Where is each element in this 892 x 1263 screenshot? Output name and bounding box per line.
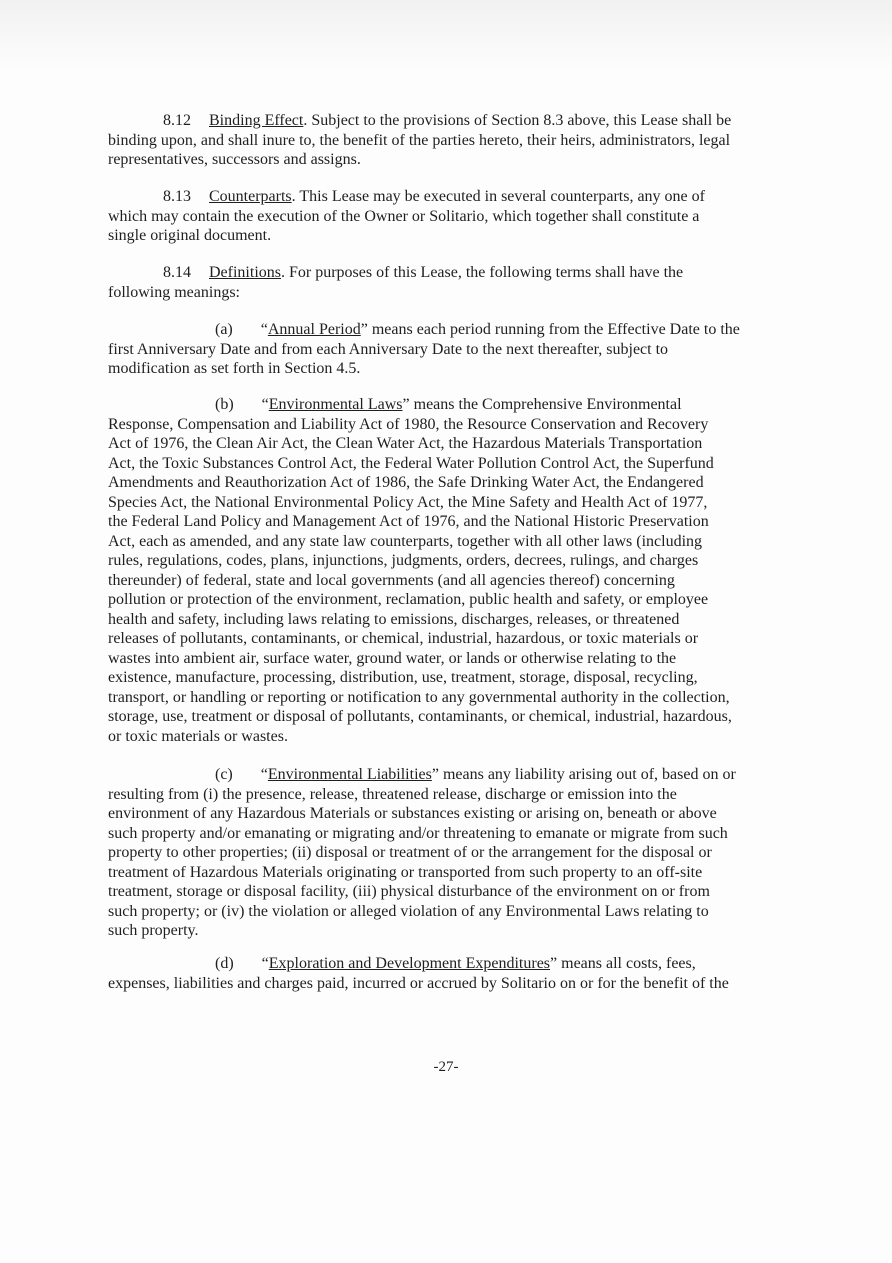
definition-term: Exploration and Development Expenditures — [268, 955, 551, 972]
definition-line: wastes into ambient air, surface water, ground water, or lands or otherwise relating to the — [108, 649, 677, 667]
definition-line: Response, Compensation and Liability Act of 1980, the Resource Conservation and Recovery — [108, 415, 709, 433]
definition-label: (b) — [215, 396, 234, 413]
definition-annual-period — [108, 320, 776, 379]
section-first-line — [108, 263, 776, 283]
definition-line: existence, manufacture, processing, distribution, use, treatment, storage, disposal, recycling, — [108, 669, 698, 686]
definition-line: Amendments and Reauthorization Act of 1986, the Safe Drinking Water Act, the Endangered — [108, 474, 704, 491]
section-first-line — [108, 187, 776, 207]
section-line: which may contain the execution of the Owner or Solitario, which together shall constitute a — [108, 207, 700, 225]
section-line: following meanings: — [108, 283, 240, 301]
definition-first-line — [108, 320, 776, 340]
definition-line: pollution or protection of the environment, reclamation, public health and safety, or employee — [108, 591, 709, 608]
definition-line: ” means each period running from the Effective Date to the — [360, 321, 740, 338]
definition-environmental-liabilities — [108, 765, 776, 941]
definition-term: Environmental Laws — [268, 396, 403, 413]
definition-line: Act, the Toxic Substances Control Act, the Federal Water Pollution Control Act, the Superfund — [108, 454, 714, 472]
definition-line: such property; or (iv) the violation or alleged violation of any Environmental Laws relating to — [108, 902, 709, 920]
definition-environmental-laws — [108, 395, 776, 746]
section-8-12 — [108, 111, 776, 170]
definition-line: modification as set forth in Section 4.5. — [108, 360, 361, 377]
definition-line: ” means any liability arising out of, based on or — [431, 766, 736, 783]
definition-line: environment of any Hazardous Materials or substances existing or arising on, beneath or above — [108, 805, 717, 822]
section-line: representatives, successors and assigns. — [108, 151, 361, 168]
open-quote: “ — [261, 396, 269, 413]
definition-line: expenses, liabilities and charges paid, incurred or accrued by Solitario on or for the benefit of the — [108, 974, 729, 992]
section-line: . For purposes of this Lease, the following terms shall have the — [281, 264, 684, 281]
section-number: 8.12 — [163, 112, 191, 129]
definition-line: treatment of Hazardous Materials originating or transported from such property to an off-site — [108, 863, 703, 881]
scan-shade — [0, 0, 892, 70]
definition-line: property to other properties; (ii) disposal or treatment of or the arrangement for the disposal or — [108, 844, 712, 861]
definition-line: the Federal Land Policy and Management Act of 1976, and the National Historic Preservation — [108, 513, 709, 530]
definition-line: such property and/or emanating or migrating and/or threatening to emanate or migrate from such — [108, 824, 728, 842]
definition-first-line — [108, 395, 776, 415]
definition-line: such property. — [108, 922, 199, 939]
section-8-14 — [108, 263, 776, 302]
section-line: single original document. — [108, 227, 272, 244]
definition-line: Species Act, the National Environmental Policy Act, the Mine Safety and Health Act of 1977, — [108, 493, 708, 511]
section-number: 8.14 — [163, 264, 191, 281]
section-title: Definitions — [209, 264, 281, 281]
definition-line: or toxic materials or wastes. — [108, 727, 288, 745]
section-line: . This Lease may be executed in several counterparts, any one of — [291, 188, 705, 205]
section-8-13 — [108, 187, 776, 246]
definition-line: Act of 1976, the Clean Air Act, the Clean Water Act, the Hazardous Materials Transportation — [108, 435, 703, 452]
definition-line: treatment, storage or disposal facility, (iii) physical disturbance of the environment on or from — [108, 883, 710, 900]
section-number: 8.13 — [163, 188, 191, 205]
section-line: binding upon, and shall inure to, the benefit of the parties hereto, their heirs, administrators, legal — [108, 131, 731, 149]
definition-label: (c) — [215, 766, 233, 783]
definition-term: Environmental Liabilities — [267, 766, 432, 783]
definition-term: Annual Period — [267, 321, 361, 338]
definition-first-line — [108, 765, 776, 785]
definition-line: ” means the Comprehensive Environmental — [402, 396, 682, 413]
definition-line: first Anniversary Date and from each Anniversary Date to the next thereafter, subject to — [108, 340, 669, 358]
section-first-line — [108, 111, 776, 131]
definition-line: thereunder) of federal, state and local governments (and all agencies thereof) concerning — [108, 571, 675, 589]
section-line: . Subject to the provisions of Section 8.3 above, this Lease shall be — [303, 112, 732, 129]
open-quote: “ — [261, 955, 269, 972]
definition-line: rules, regulations, codes, plans, injunctions, judgments, orders, decrees, rulings, and charges — [108, 552, 699, 569]
definition-line: storage, use, treatment or disposal of pollutants, contaminants, or chemical, industrial, hazardous, — [108, 708, 732, 725]
page-number: -27- — [433, 1059, 459, 1075]
definition-line: health and safety, including laws relating to emissions, discharges, releases, or threatened — [108, 610, 680, 628]
definition-label: (d) — [215, 955, 234, 972]
section-title: Binding Effect — [209, 112, 304, 129]
definition-line: Act, each as amended, and any state law counterparts, together with all other laws (including — [108, 532, 703, 550]
open-quote: “ — [260, 766, 268, 783]
definition-line: resulting from (i) the presence, release, threatened release, discharge or emission into the — [108, 785, 677, 803]
definition-label: (a) — [215, 321, 233, 338]
definition-line: releases of pollutants, contaminants, or chemical, industrial, hazardous, or toxic materials or — [108, 630, 699, 647]
definition-exploration-development-expenditures — [108, 954, 776, 993]
definition-first-line — [108, 954, 776, 974]
open-quote: “ — [260, 321, 268, 338]
definition-line: ” means all costs, fees, — [550, 955, 696, 972]
section-title: Counterparts — [209, 188, 292, 205]
definition-line: transport, or handling or reporting or notification to any governmental authority in the collection, — [108, 688, 730, 706]
